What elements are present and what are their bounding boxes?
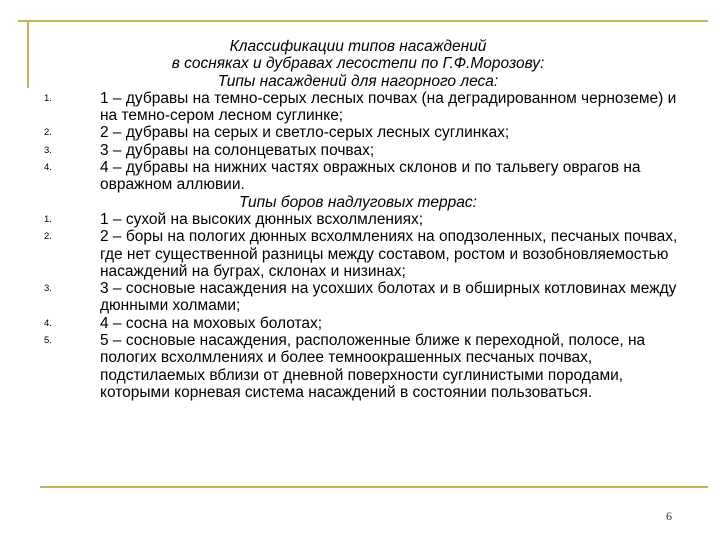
subtitle-terrace: Типы боров надлуговых террас: [239, 193, 477, 211]
page-number: 6 [666, 509, 672, 523]
list-number: 1. [44, 213, 52, 225]
list-text: 3 – сосновые насаждения на усохших болотах и в обширных котловинах между дюнными холмами; [100, 280, 677, 315]
list-item [38, 332, 678, 401]
bottom-divider [40, 486, 708, 488]
list-item [38, 211, 678, 228]
list-item [38, 142, 678, 159]
list-text: 1 – дубравы на темно-серых лесных почвах (на деградированном черноземе) и на темно-сером лесном суглинке; [100, 89, 677, 125]
subtitle-upland: Типы насаждений для нагорного леса: [217, 72, 499, 90]
upland-list [38, 90, 678, 194]
list-item [38, 315, 678, 332]
list-number: 5. [44, 335, 52, 347]
list-number: 2. [44, 231, 52, 243]
list-number: 2. [44, 127, 52, 139]
list-text: 2 – дубравы на серых и светло-серых лесных суглинках; [100, 124, 510, 142]
list-item [38, 90, 678, 125]
list-text: 1 – сухой на высоких дюнных всхолмлениях; [100, 210, 424, 228]
slide-content [38, 38, 678, 401]
list-number: 4. [44, 317, 52, 329]
list-number: 1. [44, 92, 52, 104]
list-text: 4 – дубравы на нижних частях овражных склонов и по тальвегу оврагов на овражном аллювии. [100, 159, 641, 194]
title-line-2: в сосняках и дубравах лесостепи по Г.Ф.Морозову: [171, 55, 545, 73]
terrace-list [38, 211, 678, 401]
list-item [38, 228, 678, 280]
list-text: 5 – сосновые насаждения, расположенные ближе к переходной, полосе, на пологих всхолмлениях и более темноокрашенных песчаных почвах, подстилаемых вблизи от дневной поверхности суглинистыми породами, которыми корневая система насаждений в состоянии пользоваться. [100, 332, 646, 401]
top-divider [18, 20, 708, 22]
left-accent-line [27, 20, 29, 88]
list-number: 3. [44, 144, 52, 156]
list-number: 3. [44, 283, 52, 295]
list-text: 4 – сосна на моховых болотах; [100, 314, 323, 332]
list-text: 2 – боры на пологих дюнных всхолмлениях на оподзоленных, песчаных почвах, где нет существенной разницы между составом, ростом и возобновляемостью насаждений на буграх, склонах и низинах; [100, 228, 678, 280]
list-text: 3 – дубравы на солонцеватых почвах; [100, 141, 375, 159]
list-item [38, 124, 678, 141]
list-item [38, 280, 678, 315]
list-item [38, 159, 678, 194]
title-line-1: Классификации типов насаждений [229, 38, 487, 55]
list-number: 4. [44, 162, 52, 174]
